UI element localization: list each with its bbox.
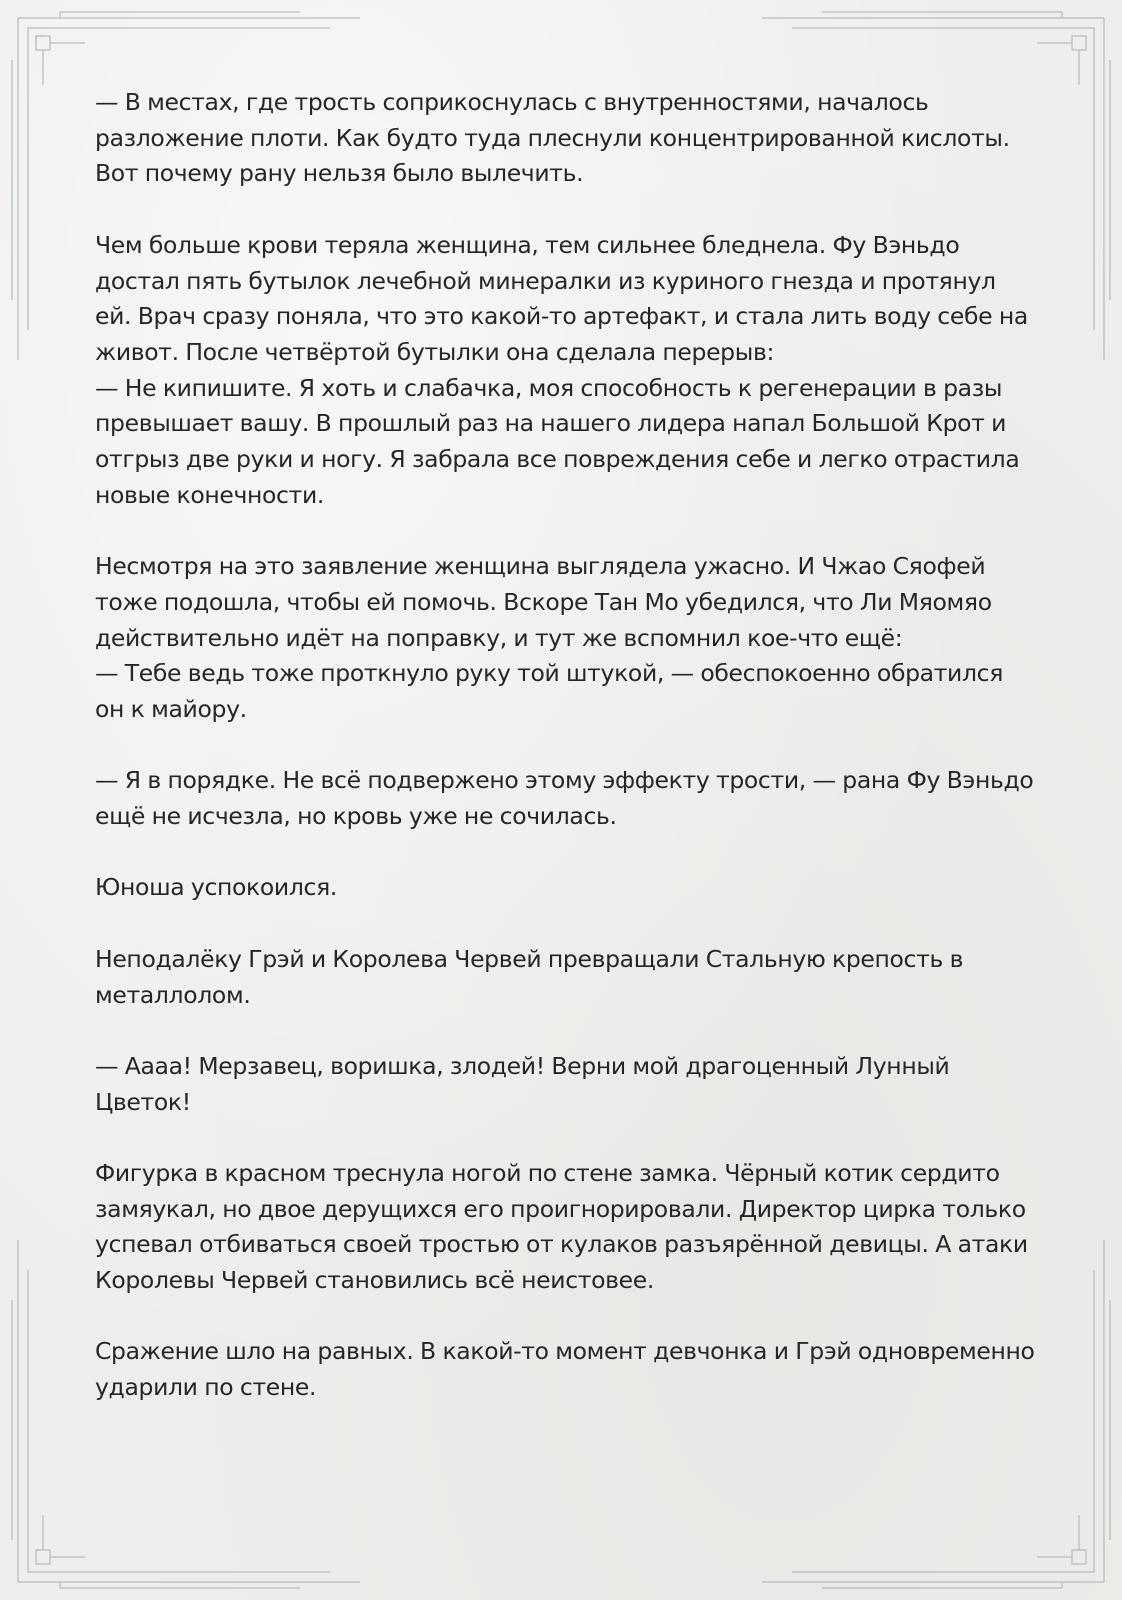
paragraph: Фигурка в красном треснула ногой по стене замка. Чёрный котик сердито замяукал, но двое дерущихся его проигнорировали. Директор цирка только успевал отбиваться своей тростью от кулаков разъярённой девицы. А атаки Королевы Червей становились всё неистовее. [95, 1158, 1035, 1295]
paragraph: — Я в порядке. Не всё подвержено этому эффекту трости, — рана Фу Вэньдо ещё не исчезла, но кровь уже не сочилась. [95, 766, 1041, 831]
paragraph: Несмотря на это заявление женщина выглядела ужасно. И Чжао Сяофей тоже подошла, чтобы ей помочь. Вскоре Тан Мо убедился, что Ли Мяомяо действительно идёт на поправку, и тут же вспомнил кое-что ещё: — Тебе ведь тоже проткнуло руку той штукой, — обеспокоенно обратился он к майору. [95, 552, 1004, 723]
paragraph: — Аааа! Мерзавец, воришка, злодей! Верни мой драгоценный Лунный Цветок! [95, 1051, 957, 1116]
paragraph: Юноша успокоился. [95, 873, 337, 902]
paragraph: — В местах, где трость соприкоснулась с внутренностями, началось разложение плоти. Как будто туда плеснули концентрированной кислоты. Вот почему рану нельзя было вылечить. [95, 88, 1017, 188]
paragraph: Чем больше крови теряла женщина, тем сильнее бледнела. Фу Вэньдо достал пять бутылок лечебной минералки из куриного гнезда и протянул ей. Врач сразу поняла, что это какой-то артефакт, и стала лить воду себе на живот. После четвёртой бутылки она сделала перерыв: — Не кипишите. Я хоть и слабачка, моя способность к регенерации в разы превышает вашу. В прошлый раз на нашего лидера напал Большой Крот и отгрыз две руки и ногу. Я забрала все повреждения себе и легко отрастила новые конечности. [95, 230, 1028, 509]
document-body [95, 85, 1048, 1406]
paragraph: Неподалёку Грэй и Королева Червей превращали Стальную крепость в металлолом. [95, 944, 970, 1009]
paragraph: Сражение шло на равных. В какой-то момент девчонка и Грэй одновременно ударили по стене. [95, 1337, 1048, 1402]
